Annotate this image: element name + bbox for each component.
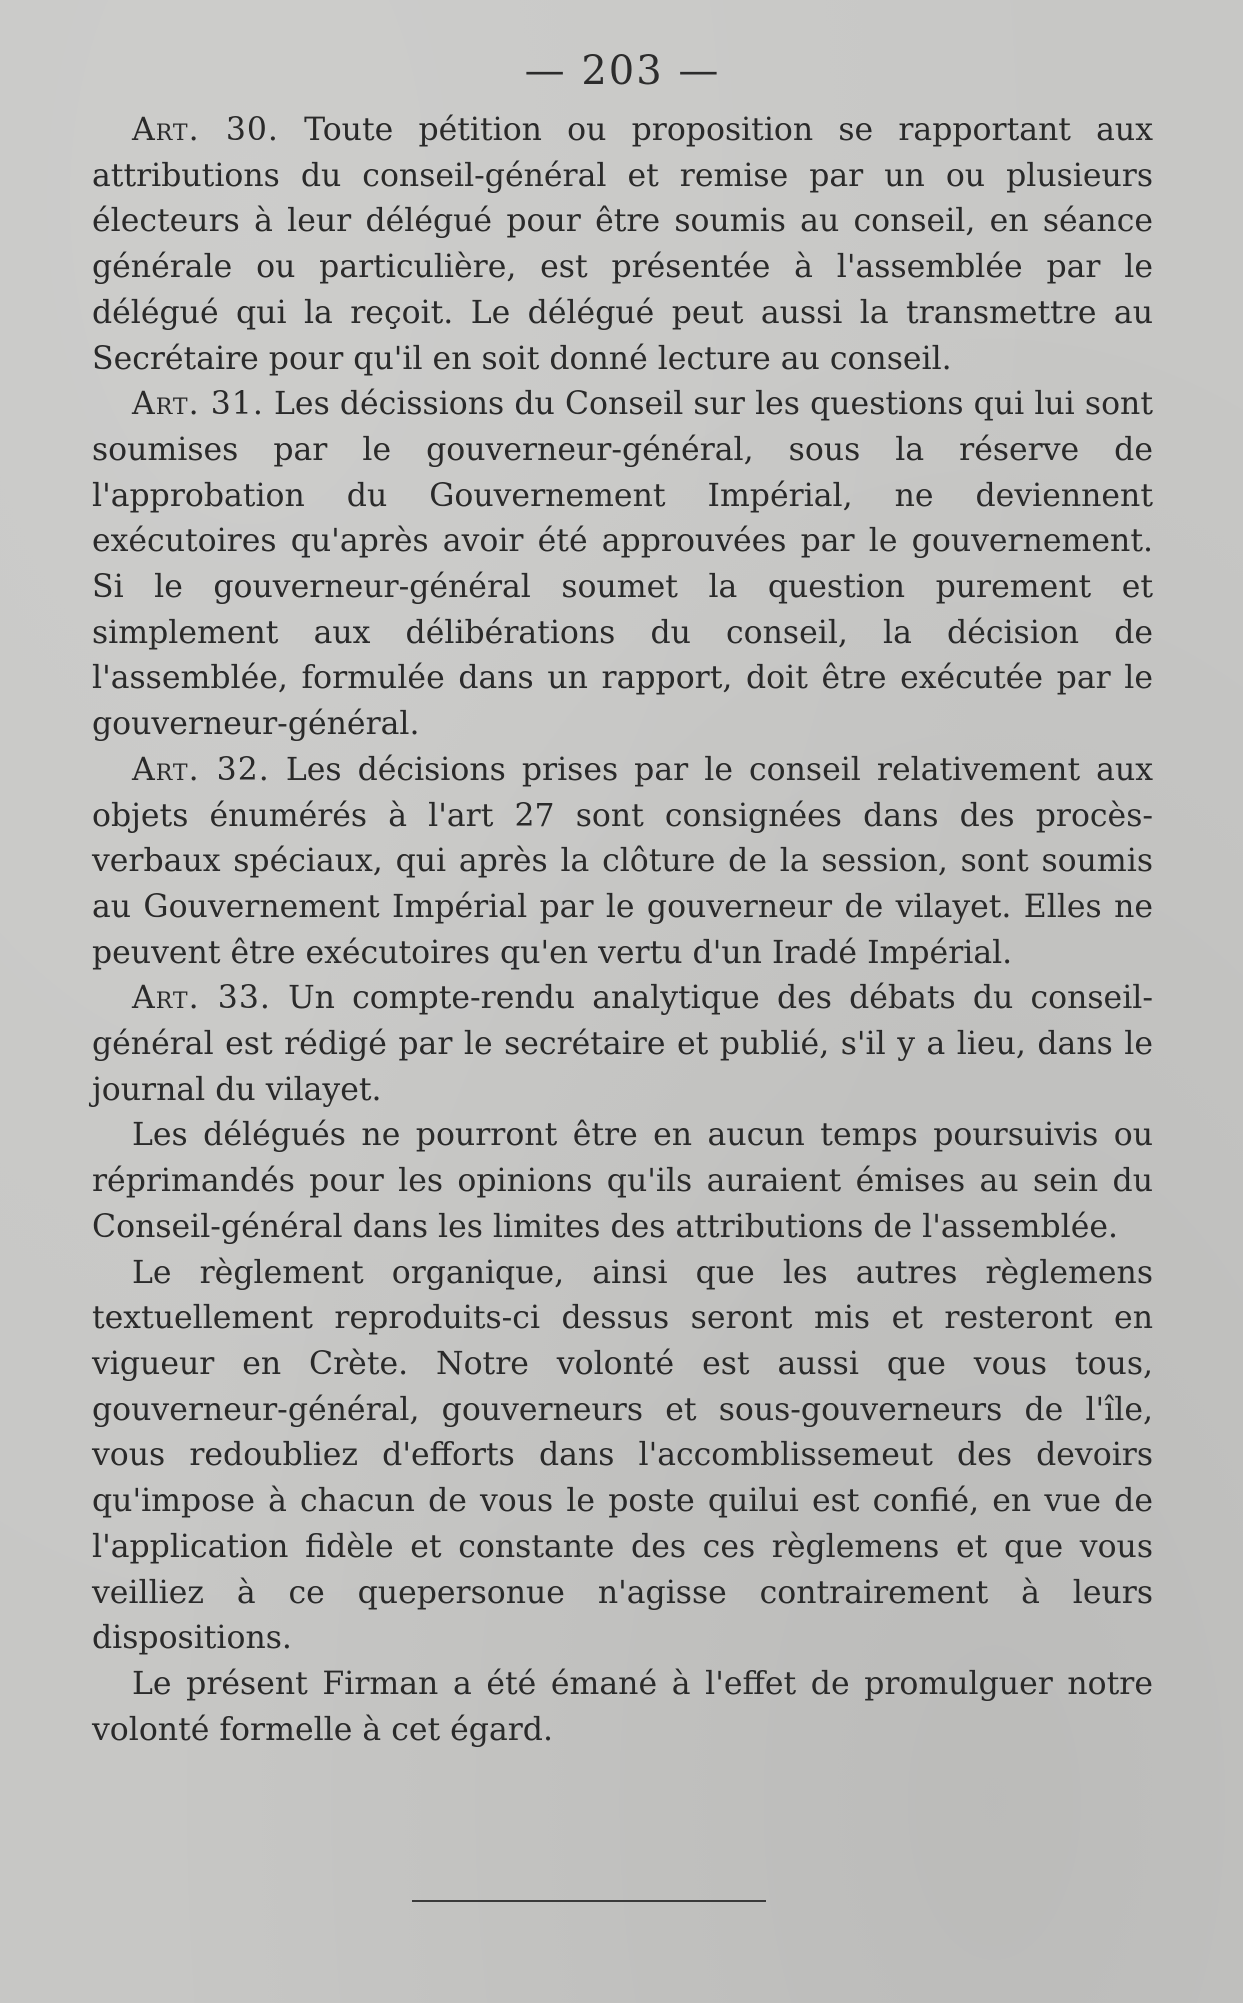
article-text: Les décisions prises par le conseil relativement aux objets énumérés à l'art 27 sont consignées dans des procès-verbaux spéciaux, qui après la clôture de la session, sont soumis au Gouvernement Impérial par le gouverneur de vilayet. Elles ne peuvent être exécutoires qu'en vertu d'un Iradé Impérial. [92,751,1153,971]
article-text: Un compte-rendu analytique des débats du conseil-général est rédigé par le secrétaire et publié, s'il y a lieu, dans le journal du vilayet. [92,980,1153,1108]
article-32 [92,748,1153,977]
page-number: — 203 — [524,48,721,94]
article-text: Toute pétition ou proposition se rapportant aux attributions du conseil-général et remise par un ou plusieurs électeurs à leur délégué pour être soumis au conseil, en séance générale ou particulière, est présentée à l'assemblée par le délégué qui la reçoit. Le délégué peut aussi la transmettre au Secrétaire pour qu'il en soit donné lecture au conseil. [92,112,1153,377]
page-body [92,108,1153,1753]
paragraph-reglement: Le règlement organique, ainsi que les autres règlemens textuellement reproduits-ci dessus seront mis et resteront en vigueur en Crète. Notre volonté est aussi que vous tous, gouverneur-général, gouverneurs et sous-gouverneurs de l'île, vous redoubliez d'efforts dans l'accomblissemeut des devoirs qu'impose à chacun de vous le poste quilui est confié, en vue de l'application fidèle et constante des ces règlemens et que vous veilliez à ce quepersonue n'agisse contrairement à leurs dispositions. [92,1254,1153,1657]
article-heading: Art. 32. [132,751,270,788]
article-31 [92,382,1153,748]
paragraph-delegates: Les délégués ne pourront être en aucun temps poursuivis ou réprimandés pour les opinions qu'ils auraient émises au sein du Conseil-général dans les limites des attributions de l'assemblée. [92,1117,1153,1245]
closing-rule [412,1900,766,1902]
article-heading: Art. 33. [132,980,271,1017]
article-30 [92,108,1153,382]
article-text: Les décissions du Conseil sur les questions qui lui sont soumises par le gouverneur-général, sous la réserve de l'approbation du Gouvernement Impérial, ne deviennent exécutoires qu'après avoir été approuvées par le gouvernement. Si le gouverneur-général soumet la question purement et simplement aux délibérations du conseil, la décision de l'assemblée, formulée dans un rapport, doit être exécutée par le gouverneur-général. [92,386,1153,743]
article-heading: Art. 31. [132,386,264,423]
article-33 [92,976,1153,1113]
paragraph-firman: Le présent Firman a été émané à l'effet de promulguer notre volonté formelle à cet égard. [92,1665,1153,1748]
article-heading: Art. 30. [132,112,279,148]
